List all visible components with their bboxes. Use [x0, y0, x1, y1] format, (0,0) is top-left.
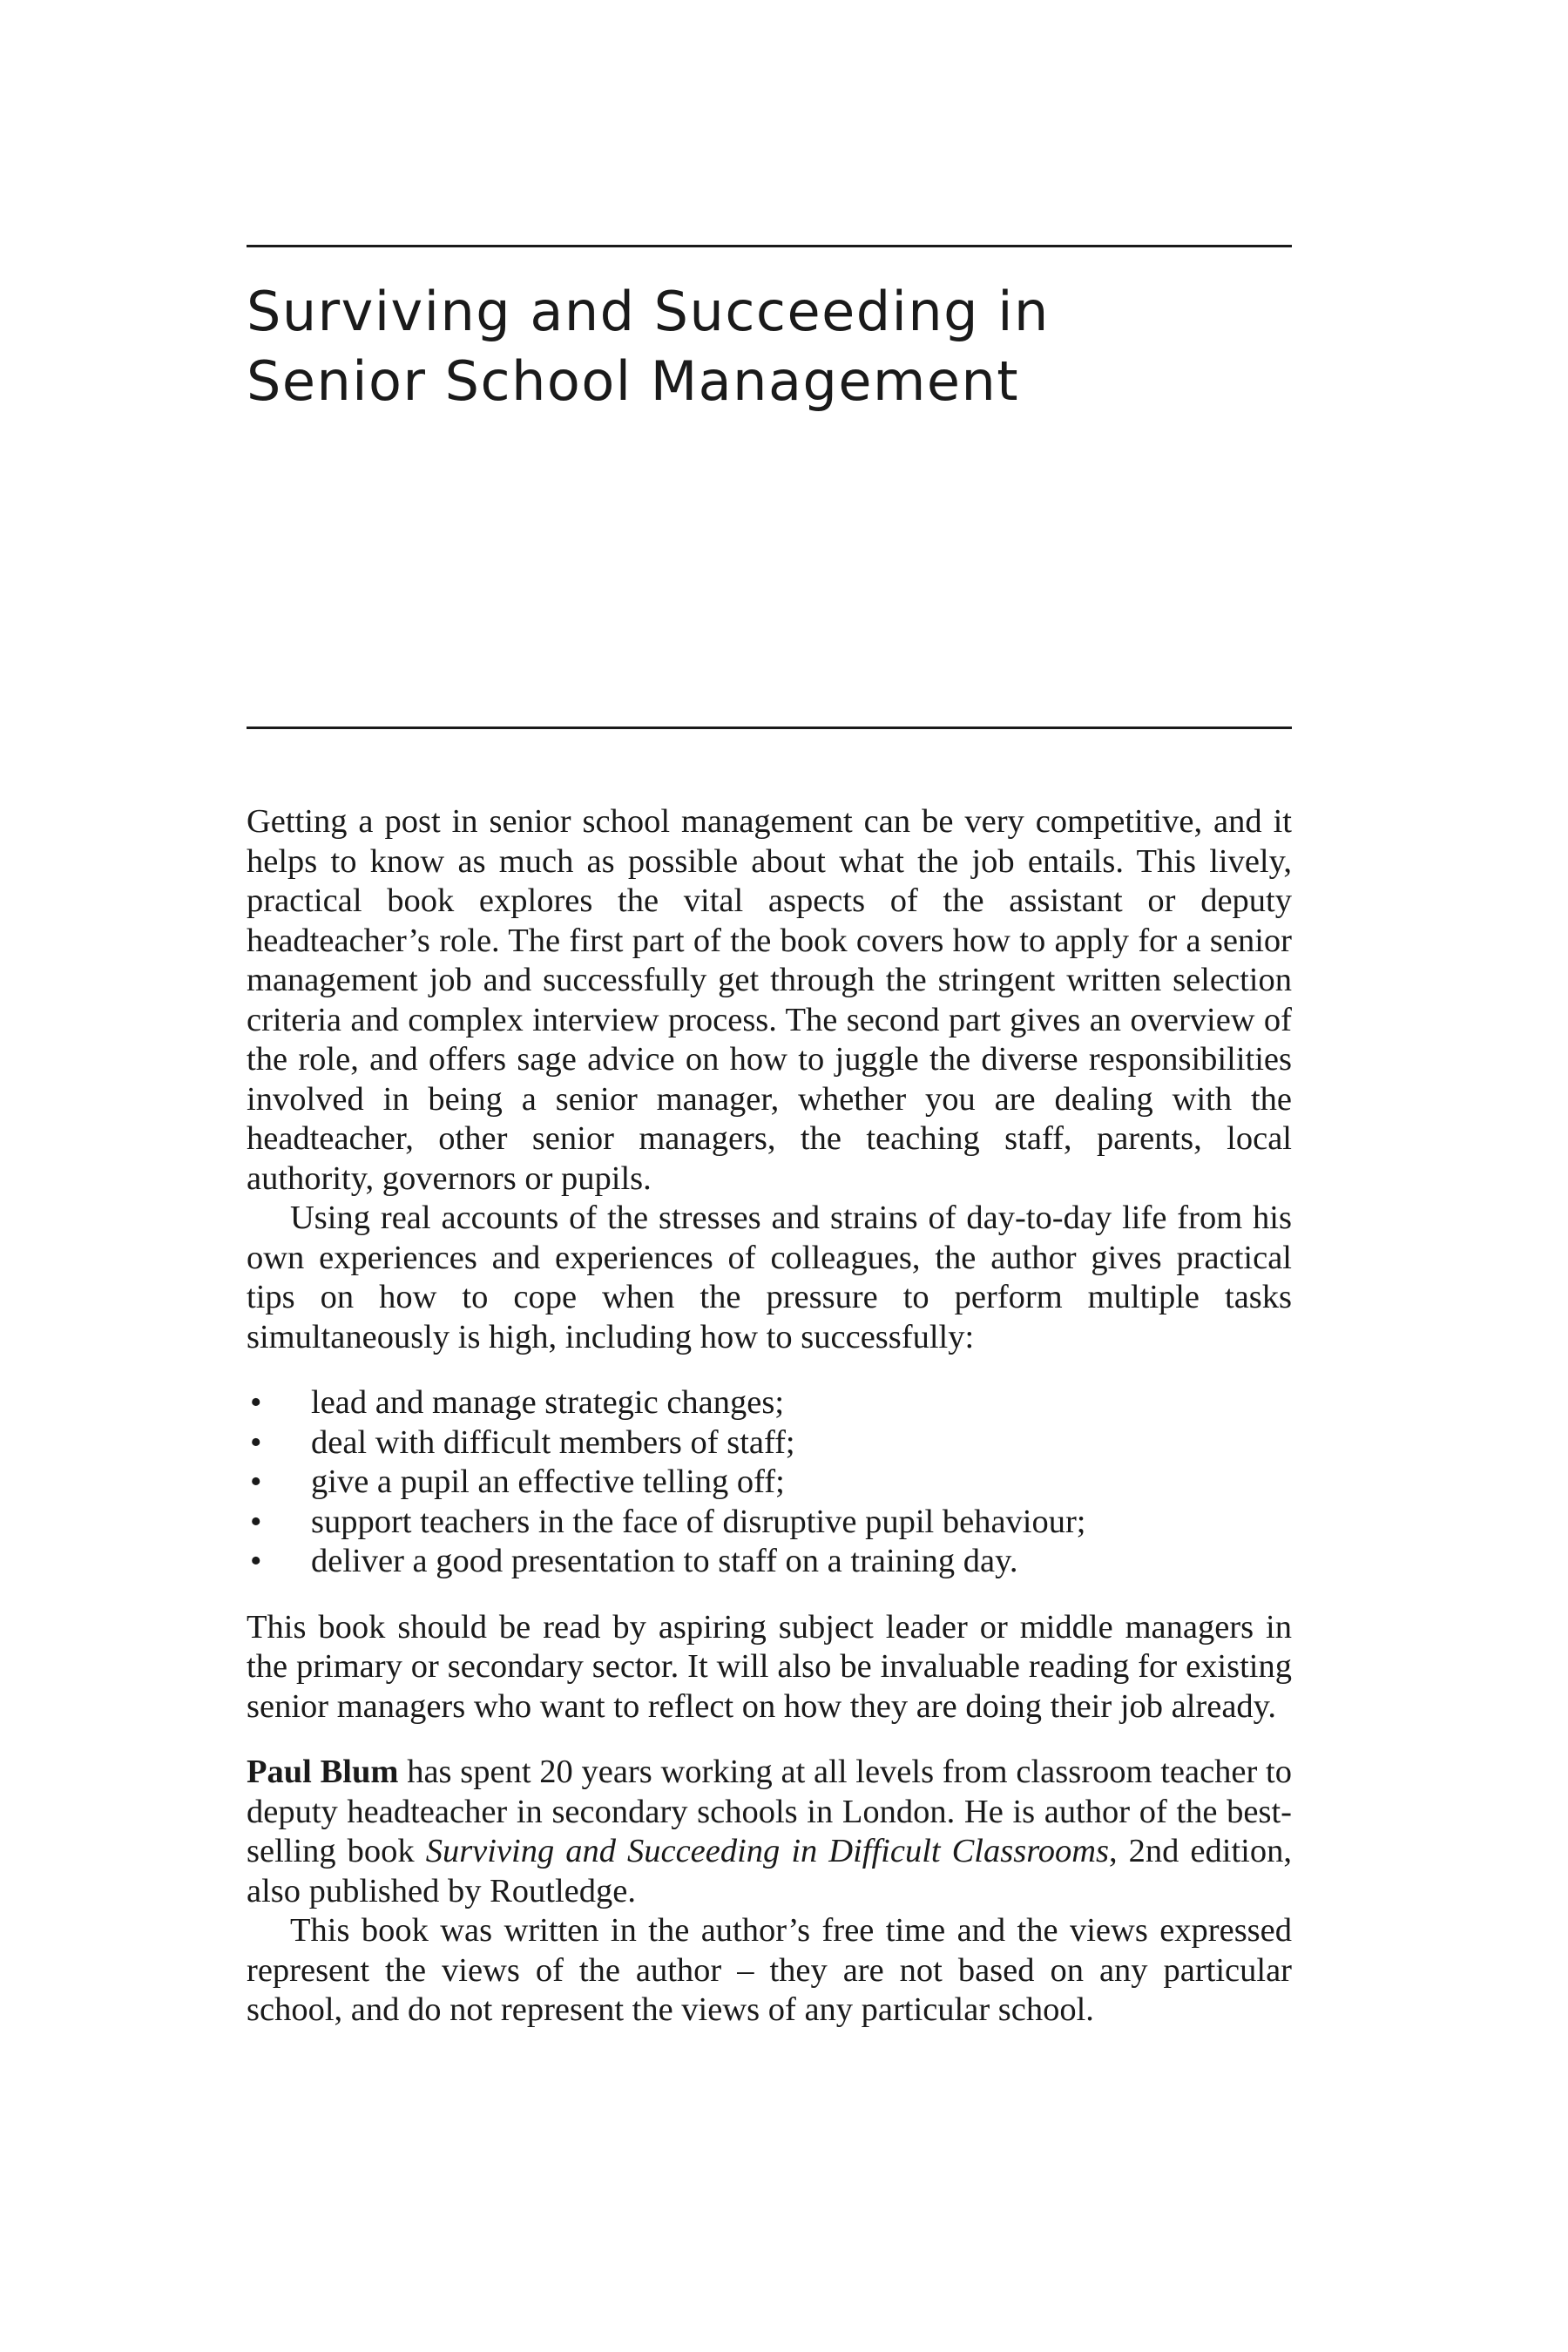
author-bio-text-2: , 2nd edition, also published by Routledge. — [247, 1833, 1292, 1909]
list-item — [247, 1503, 1292, 1543]
list-item-text: deliver a good presentation to staff on a training day. — [311, 1543, 1018, 1579]
book-page — [247, 0, 1292, 2352]
second-paragraph: Using real accounts of the stresses and strains of day-to-day life from his own experiences and experiences of colleagues, the author gives practical tips on how to cope when the pressure to perform multiple tasks simultaneously is high, including how to successfully: — [247, 1200, 1292, 1355]
book-title-line-2: Senior School Management — [247, 349, 1020, 413]
previous-book-title: Surviving and Succeeding in Difficult Classrooms — [425, 1833, 1110, 1869]
list-item-text: give a pupil an effective telling off; — [311, 1463, 785, 1500]
bullet-icon: • — [250, 1543, 262, 1579]
disclaimer-paragraph: This book was written in the author’s free time and the views expressed represent the views of the author – they are not based on any particular school, and do not represent the views of any particular school. — [247, 1912, 1292, 2028]
author-name: Paul Blum — [247, 1754, 399, 1790]
list-item-text: deal with difficult members of staff; — [311, 1423, 795, 1461]
bullet-icon: • — [250, 1463, 262, 1500]
list-item — [247, 1542, 1292, 1582]
book-title-line-1: Surviving and Succeeding in — [247, 280, 1050, 343]
bullet-icon: • — [250, 1384, 262, 1421]
list-item-text: lead and manage strategic changes; — [311, 1384, 785, 1421]
list-item — [247, 1423, 1292, 1463]
bullet-icon: • — [250, 1503, 262, 1540]
audience-paragraph: This book should be read by aspiring subject leader or middle managers in the primary or secondary sector. It will also be invaluable reading for existing senior managers who want to reflect on how they are doing their job already. — [247, 1608, 1292, 1725]
top-rule — [247, 245, 1292, 247]
author-bio — [247, 1753, 1292, 1911]
list-item — [247, 1383, 1292, 1423]
bottom-rule — [247, 727, 1292, 729]
list-item — [247, 1463, 1292, 1503]
bullet-icon: • — [250, 1423, 262, 1461]
skills-list — [247, 1383, 1292, 1582]
list-item-text: support teachers in the face of disruptive pupil behaviour; — [311, 1503, 1086, 1540]
author-bio-text-1: has spent 20 years working at all levels from classroom teacher to deputy headteacher in secondary schools in London. He is author of the best-selling book — [247, 1754, 1292, 1869]
book-description — [247, 802, 1292, 2031]
book-title — [247, 277, 1292, 416]
intro-paragraph: Getting a post in senior school management can be very competitive, and it helps to know as much as possible about what the job entails. This lively, practical book explores the vital aspects of the assistant or deputy headteacher’s role. The first part of the book covers how to apply for a senior management job and successfully get through the stringent written selection criteria and complex interview process. The second part gives an overview of the role, and offers sage advice on how to juggle the diverse responsibilities involved in being a senior manager, whether you are dealing with the headteacher, other senior managers, the teaching staff, parents, local authority, governors or pupils. — [247, 803, 1292, 1197]
